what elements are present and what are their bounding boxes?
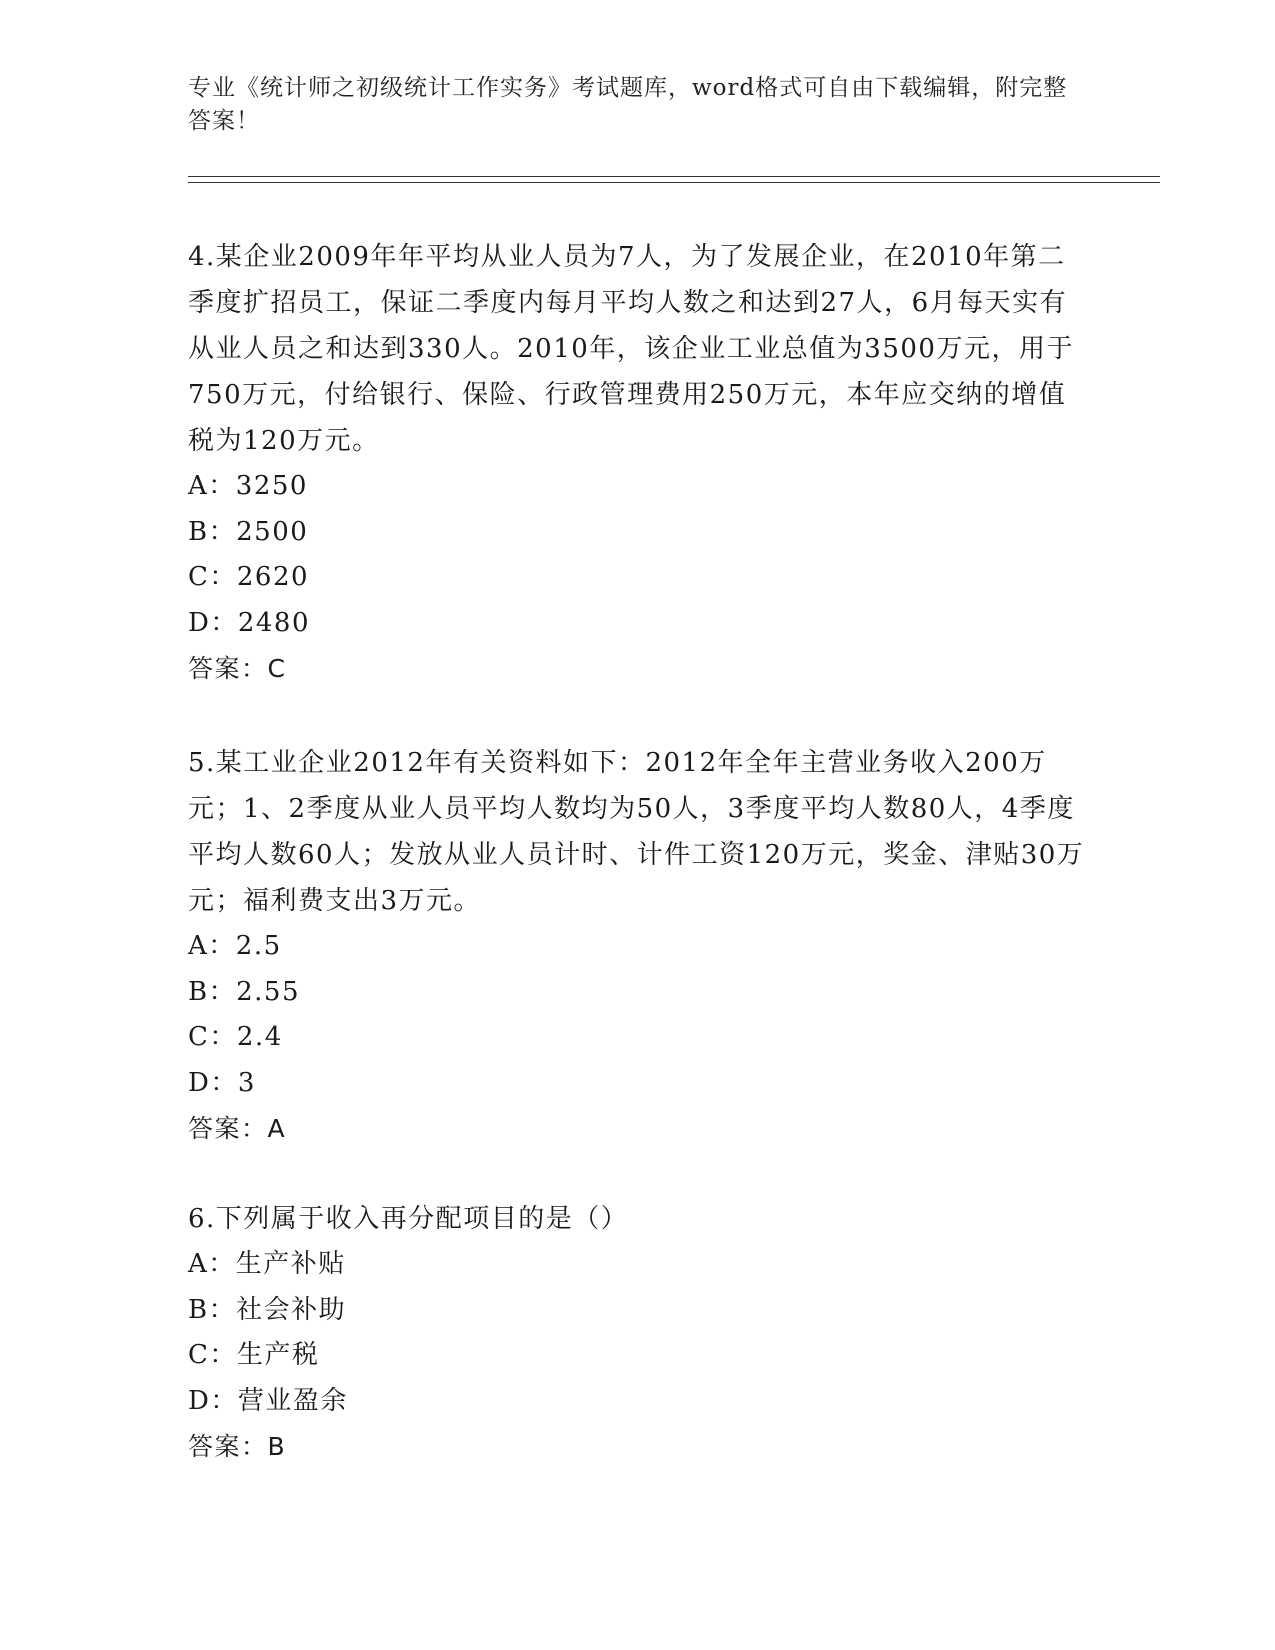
option-c: C：2620 bbox=[188, 562, 310, 593]
option-b: B：社会补助 bbox=[188, 1294, 347, 1325]
question-5 bbox=[188, 740, 1088, 1152]
question-6 bbox=[188, 1196, 1088, 1470]
option-c: C：生产税 bbox=[188, 1340, 320, 1371]
option-c: C：2.4 bbox=[188, 1022, 283, 1053]
option-b: B：2500 bbox=[188, 516, 309, 547]
answer-line: 答案：B bbox=[188, 1432, 287, 1462]
question-stem: 4.某企业2009年年平均从业人员为7人，为了发展企业，在2010年第二季度扩招员工，保证二季度内每月平均人数之和达到27人，6月每天实有从业人员之和达到330人。2010年，该企业工业总值为3500万元，用于750万元，付给银行、保险、行政管理费用250万元，本年应交纳的增值税为120万元。 bbox=[188, 242, 1074, 456]
option-a: A：3250 bbox=[188, 471, 308, 501]
option-d: D：2480 bbox=[188, 607, 311, 638]
option-a: A：生产补贴 bbox=[188, 1249, 346, 1279]
option-a: A：2.5 bbox=[188, 931, 282, 961]
option-d: D：3 bbox=[188, 1067, 256, 1098]
question-stem: 6.下列属于收入再分配项目的是（） bbox=[188, 1204, 629, 1234]
header-text: 专业《统计师之初级统计工作实务》考试题库，word格式可自由下载编辑，附完整答案！ bbox=[188, 75, 1068, 134]
answer-line: 答案：A bbox=[188, 1114, 287, 1144]
document-header bbox=[188, 72, 1088, 138]
question-stem: 5.某工业企业2012年有关资料如下：2012年全年主营业务收入200万元；1、2季度从业人员平均人数均为50人，3季度平均人数80人，4季度平均人数60人；发放从业人员计时、计件工资120万元，奖金、津贴30万元；福利费支出3万元。 bbox=[188, 748, 1085, 916]
option-d: D：营业盈余 bbox=[188, 1385, 348, 1416]
question-4 bbox=[188, 234, 1088, 692]
answer-line: 答案：C bbox=[188, 654, 287, 684]
option-b: B：2.55 bbox=[188, 976, 300, 1007]
header-divider-top bbox=[188, 176, 1160, 177]
header-divider-bottom bbox=[188, 182, 1160, 183]
